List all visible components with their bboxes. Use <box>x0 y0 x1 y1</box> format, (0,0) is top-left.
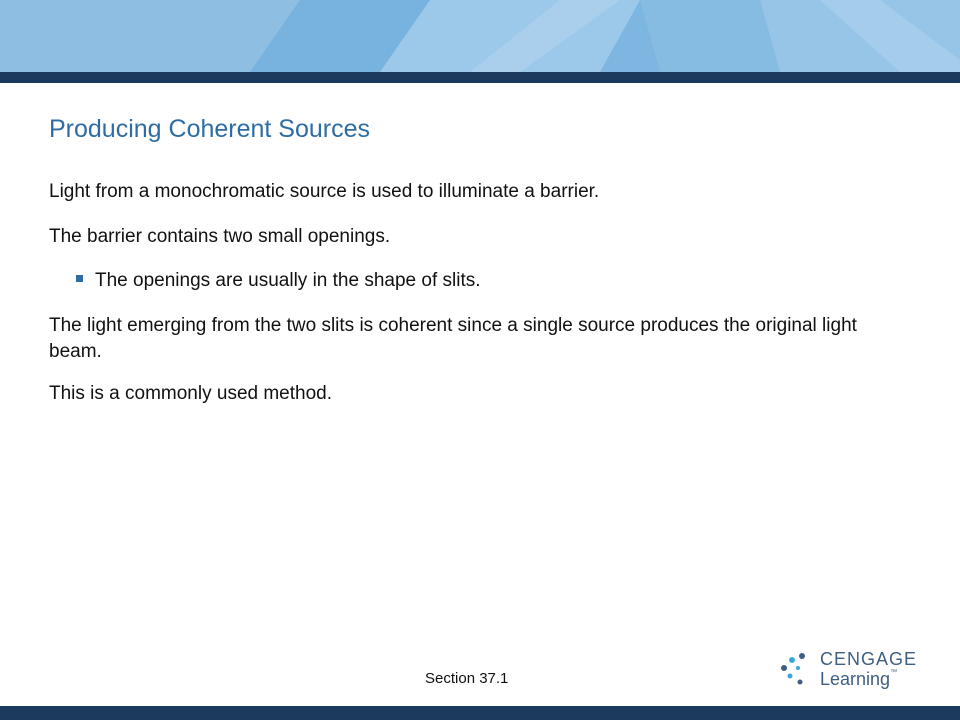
paragraph-2: The barrier contains two small openings. <box>49 226 391 247</box>
logo-subtitle-text: Learning <box>820 669 891 689</box>
square-bullet-icon <box>76 275 83 282</box>
bullet-text: The openings are usually in the shape of slits. <box>95 270 481 291</box>
trademark-mark: ™ <box>890 669 898 676</box>
paragraph-3: The light emerging from the two slits is coherent since a single source produces the original light beam. <box>49 315 857 362</box>
bottom-divider-bar <box>0 706 960 720</box>
logo-subtitle <box>820 669 897 690</box>
top-divider-bar <box>0 72 960 83</box>
section-footer: Section 37.1 <box>425 670 509 687</box>
cengage-logo <box>778 648 928 693</box>
slide-title: Producing Coherent Sources <box>49 115 371 143</box>
paragraph-4: This is a commonly used method. <box>49 383 333 404</box>
paragraph-1: Light from a monochromatic source is used to illuminate a barrier. <box>49 181 600 202</box>
bullet-item <box>76 268 481 294</box>
logo-mark-icon <box>778 648 818 693</box>
header-banner <box>0 0 960 72</box>
logo-name: CENGAGE <box>820 649 918 669</box>
